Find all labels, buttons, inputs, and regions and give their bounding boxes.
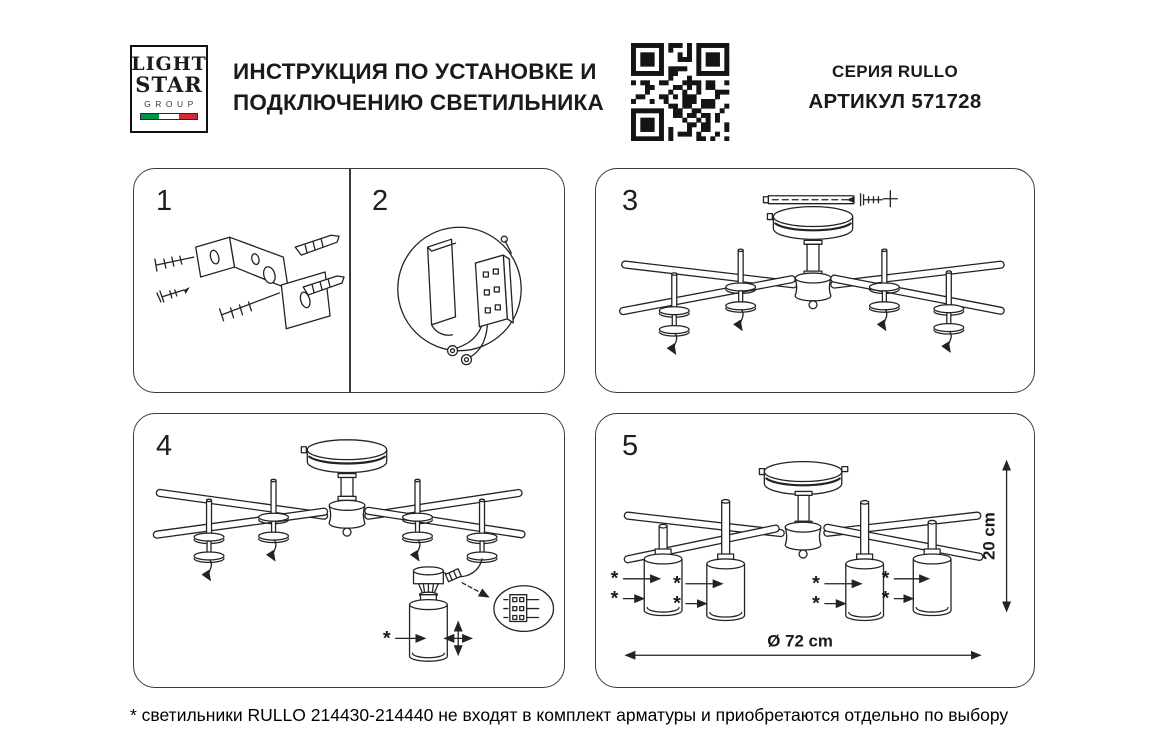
lamp-holder	[934, 271, 964, 351]
lamp-shade	[913, 549, 951, 616]
panel-steps-1-2	[133, 168, 565, 393]
lamp-socket	[414, 567, 444, 597]
step-2-number: 2	[372, 185, 389, 217]
footnote-marker: *	[610, 567, 619, 590]
title-line-1: ИНСТРУКЦИЯ ПО УСТАНОВКЕ И	[233, 59, 597, 84]
wire-connector	[445, 569, 461, 582]
footnote-marker: *	[812, 592, 820, 615]
lamp-mounting-drawing	[134, 414, 564, 687]
detail-pointer	[462, 583, 488, 597]
screw-icon	[847, 191, 898, 207]
canopy	[759, 462, 847, 495]
lamp-shade	[846, 554, 884, 621]
lamp-holder	[659, 273, 689, 353]
series-label: СЕРИЯ RULLO	[832, 62, 958, 81]
page-title	[233, 57, 604, 118]
lamp-holder	[870, 249, 900, 329]
lamp-holder	[259, 479, 289, 560]
mounting-plate	[428, 239, 456, 335]
article-label: АРТИКУЛ 571728	[808, 90, 982, 113]
footnote-marker: *	[382, 627, 391, 650]
canopy	[301, 440, 386, 473]
hub	[329, 500, 365, 536]
lightstar-logo	[130, 45, 208, 133]
mounting-bar	[763, 196, 853, 204]
footnote-marker: *	[673, 592, 681, 615]
assembled-fixture-drawing	[596, 414, 1034, 687]
step-3-number: 3	[622, 185, 639, 217]
height-label: 20 cm	[979, 512, 999, 561]
panel-step-3	[595, 168, 1035, 393]
diameter-label: Ø 72 cm	[767, 631, 833, 651]
panel-step-4	[133, 413, 565, 688]
logo-word-star: STAR	[135, 72, 203, 98]
series-block	[795, 62, 995, 114]
stem	[338, 474, 356, 501]
move-icon	[445, 622, 471, 654]
step-4-number: 4	[156, 430, 173, 462]
hub	[795, 273, 831, 309]
lamp-holder	[403, 479, 433, 560]
canopy	[767, 207, 852, 240]
step-1-number: 1	[156, 185, 173, 217]
footnote-marker: *	[812, 572, 820, 595]
logo-word-light: LIGHT	[131, 53, 207, 75]
fixture-frame-drawing	[596, 169, 1034, 392]
stem	[795, 491, 812, 525]
diameter-dimension	[626, 631, 979, 655]
lamp-shade	[707, 554, 745, 621]
wiring-detail-drawing	[134, 169, 564, 392]
terminal-detail	[494, 586, 554, 632]
lamp-holder	[194, 499, 224, 580]
height-dimension	[980, 462, 1007, 611]
panel-step-5	[595, 413, 1035, 688]
logo-word-group: GROUP	[144, 98, 198, 109]
qr-code-icon	[630, 43, 730, 141]
footnote: * светильники RULLO 214430-214440 не входят в комплект арматуры и приобретаются отдельно по выбору	[130, 705, 1009, 725]
step-5-number: 5	[622, 430, 639, 462]
stem	[804, 240, 822, 275]
italy-flag-icon	[140, 113, 198, 120]
hub	[785, 522, 821, 558]
wires	[448, 326, 488, 365]
footnote-marker: *	[610, 587, 619, 610]
footnote-marker: *	[881, 567, 890, 590]
footnote-marker: *	[673, 572, 681, 595]
lamp-holder	[726, 249, 756, 329]
lamp-shade	[410, 595, 448, 662]
footnote-marker: *	[881, 587, 890, 610]
title-line-2: ПОДКЛЮЧЕНИЮ СВЕТИЛЬНИКА	[233, 89, 604, 115]
